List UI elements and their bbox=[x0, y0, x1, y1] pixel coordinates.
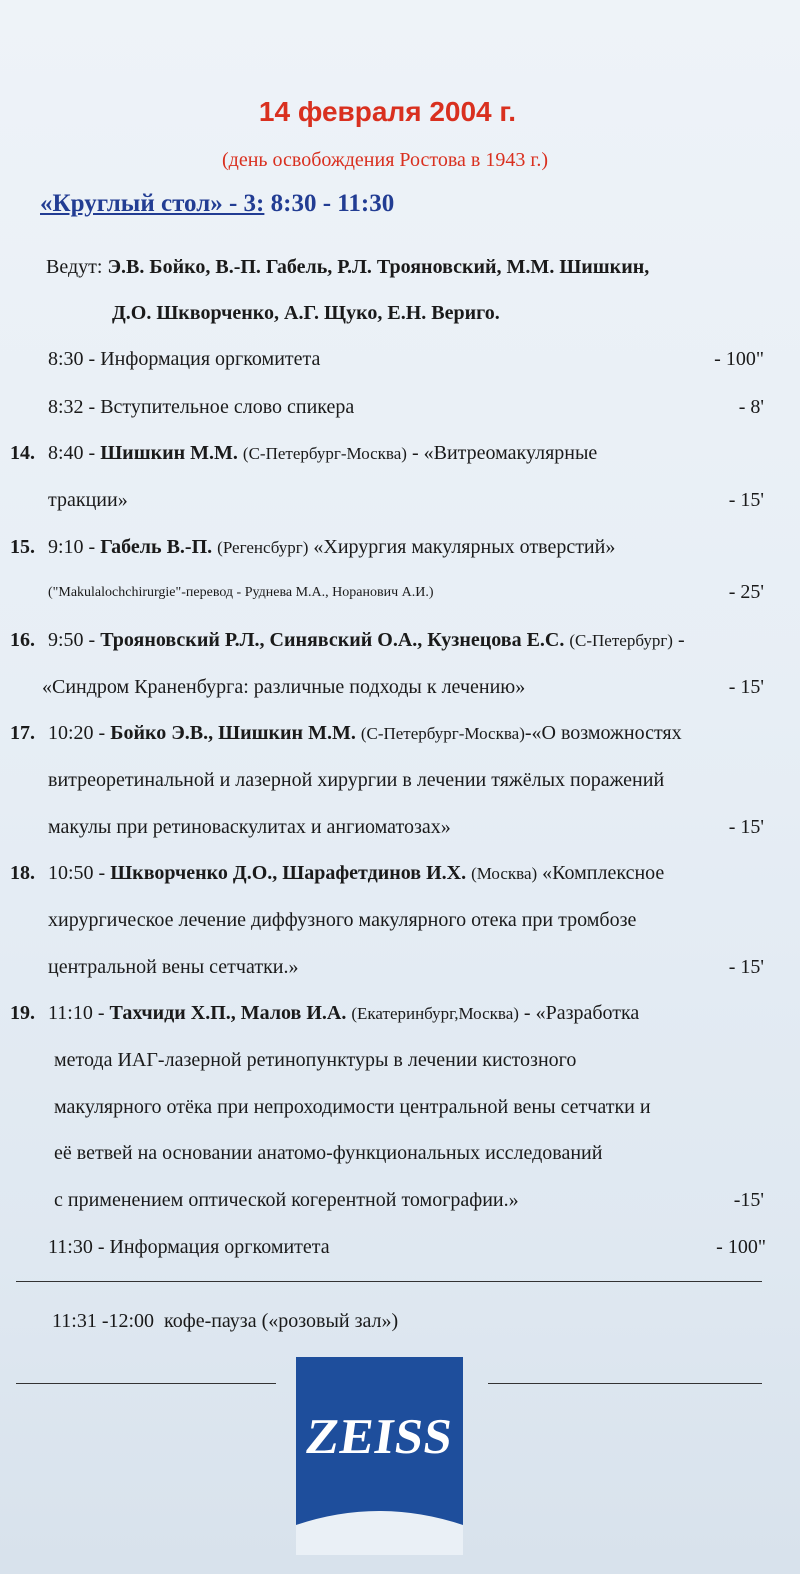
agenda-item-opening bbox=[48, 348, 320, 371]
round-table-label: «Круглый стол» - 3: bbox=[40, 190, 265, 217]
break-time: 11:31 -12:00 bbox=[52, 1310, 155, 1332]
talk-title-line: макулы при ретиноваскулитах и ангиоматозах» bbox=[48, 816, 451, 838]
talk-number: 19. bbox=[10, 1002, 35, 1024]
talk-duration: - 15' bbox=[728, 676, 764, 698]
round-table-heading bbox=[40, 190, 394, 218]
talk-number: 15. bbox=[10, 536, 35, 558]
talk-time: 10:20 - bbox=[48, 722, 106, 744]
talk-duration: - 25' bbox=[728, 581, 764, 603]
zeiss-logo bbox=[296, 1357, 463, 1555]
talk-19-line-1 bbox=[48, 1002, 639, 1025]
talk-title-line: «Хирургия макулярных отверстий» bbox=[313, 536, 616, 558]
moderators-names-2: Д.О. Шкворченко, А.Г. Щуко, Е.Н. Вериго. bbox=[112, 302, 500, 324]
talk-authors: Шишкин М.М. bbox=[100, 442, 238, 464]
item-time: 8:32 - bbox=[48, 396, 96, 418]
talk-time: 9:10 - bbox=[48, 536, 96, 558]
talk-time: 10:50 - bbox=[48, 862, 106, 884]
talk-17-line-1 bbox=[48, 722, 682, 745]
item-text: Информация оргкомитета bbox=[100, 348, 321, 370]
talk-18-line-1 bbox=[48, 862, 664, 885]
divider-left bbox=[16, 1383, 276, 1384]
coffee-break bbox=[52, 1310, 398, 1333]
talk-duration: - 15' bbox=[728, 489, 764, 511]
talk-title-line: макулярного отёка при непроходимости центральной вены сетчатки и bbox=[54, 1096, 651, 1118]
talk-15-line-1 bbox=[48, 536, 615, 559]
talk-city: (С-Петербург-Москва) bbox=[242, 444, 407, 463]
talk-duration: - 15' bbox=[728, 956, 764, 978]
item-time: 11:30 - bbox=[48, 1236, 105, 1258]
item-time: 8:30 - bbox=[48, 348, 96, 370]
talk-city: (Москва) bbox=[471, 864, 538, 883]
moderators-names-1: Э.В. Бойко, В.-П. Габель, Р.Л. Трояновский, М.М. Шишкин, bbox=[107, 256, 650, 278]
talk-16-line-1 bbox=[48, 629, 685, 652]
round-table-time: 8:30 - 11:30 bbox=[270, 190, 395, 217]
agenda-item-speaker bbox=[48, 396, 354, 419]
talk-14-line-1 bbox=[48, 442, 597, 465]
moderators-line-1 bbox=[46, 256, 649, 279]
talk-authors: Бойко Э.В., Шишкин М.М. bbox=[110, 722, 356, 744]
talk-number: 14. bbox=[10, 442, 35, 464]
talk-translation-note: ("Makulalochchirurgie"-перевод - Руднева М.А., Норанович А.И.) bbox=[48, 585, 434, 600]
moderators-prefix: Ведут: bbox=[46, 256, 103, 278]
talk-number: 17. bbox=[10, 722, 35, 744]
talk-city: (Регенсбург) bbox=[217, 538, 309, 557]
talk-time: 11:10 - bbox=[48, 1002, 105, 1024]
talk-authors: Шкворченко Д.О., Шарафетдинов И.Х. bbox=[110, 862, 467, 884]
talk-number: 18. bbox=[10, 862, 35, 884]
talk-authors: Габель В.-П. bbox=[100, 536, 213, 558]
talk-title-line: - «Разработка bbox=[523, 1002, 640, 1024]
talk-city: (С-Петербург) bbox=[569, 631, 673, 650]
zeiss-logo-arc bbox=[296, 1357, 463, 1555]
talk-title-line: её ветвей на основании анатомо-функциональных исследований bbox=[54, 1142, 603, 1164]
talk-city: (Екатеринбург,Москва) bbox=[351, 1004, 519, 1023]
divider-right bbox=[488, 1383, 762, 1384]
item-text: Вступительное слово спикера bbox=[100, 396, 355, 418]
talk-dash: - bbox=[677, 629, 685, 651]
divider bbox=[16, 1281, 762, 1282]
talk-time: 8:40 - bbox=[48, 442, 96, 464]
break-text: кофе-пауза («розовый зал») bbox=[164, 1310, 399, 1332]
zeiss-logo-text: ZEISS bbox=[302, 1408, 457, 1464]
date-note: (день освобождения Ростова в 1943 г.) bbox=[222, 149, 548, 171]
talk-title-line: с применением оптической когерентной томографии.» bbox=[54, 1189, 519, 1211]
talk-number: 16. bbox=[10, 629, 35, 651]
talk-title-line: - «Витреомакулярные bbox=[411, 442, 598, 464]
talk-time: 9:50 - bbox=[48, 629, 96, 651]
talk-authors: Тахчиди Х.П., Малов И.А. bbox=[109, 1002, 347, 1024]
talk-title-line: «Комплексное bbox=[542, 862, 665, 884]
page-title: 14 февраля 2004 г. bbox=[258, 96, 517, 127]
agenda-item-closing bbox=[48, 1236, 330, 1259]
talk-duration: -15' bbox=[733, 1189, 764, 1211]
item-duration: - 100" bbox=[714, 348, 764, 370]
talk-title-line: «Синдром Краненбурга: различные подходы к лечению» bbox=[42, 676, 526, 698]
talk-title-line: хирургическое лечение диффузного макулярного отека при тромбозе bbox=[48, 909, 637, 931]
item-duration: - 8' bbox=[738, 396, 764, 418]
talk-title-line: центральной вены сетчатки.» bbox=[48, 956, 299, 978]
item-duration: - 100" bbox=[716, 1236, 766, 1258]
talk-title-line: витреоретинальной и лазерной хирургии в лечении тяжёлых поражений bbox=[48, 769, 665, 791]
talk-title-line: -«О возможностях bbox=[524, 722, 682, 744]
talk-duration: - 15' bbox=[728, 816, 764, 838]
talk-city: (С-Петербург-Москва) bbox=[360, 724, 525, 743]
talk-title-line: метода ИАГ-лазерной ретинопунктуры в лечении кистозного bbox=[54, 1049, 577, 1071]
item-text: Информация оргкомитета bbox=[109, 1236, 330, 1258]
talk-title-line: тракции» bbox=[48, 489, 128, 511]
talk-authors: Трояновский Р.Л., Синявский О.А., Кузнецова Е.С. bbox=[100, 629, 565, 651]
